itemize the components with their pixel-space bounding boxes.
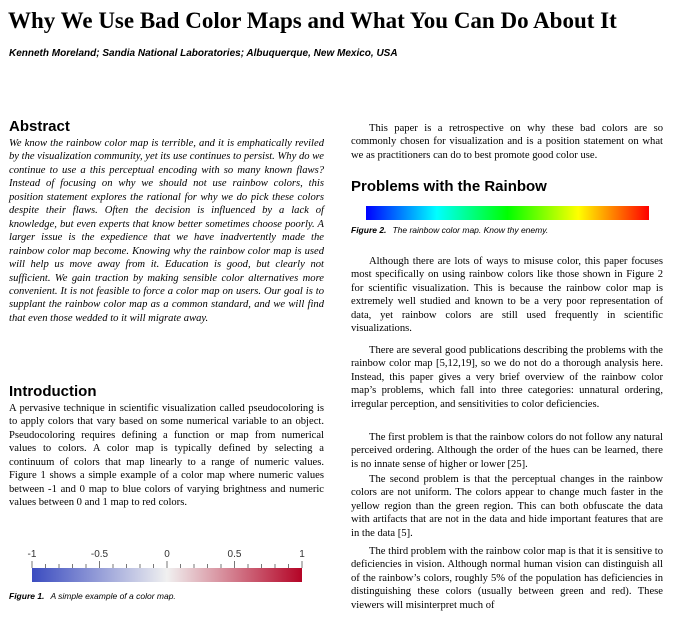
problems-paragraph-1: Although there are lots of ways to misuse color, this paper focuses most specifically on using rainbow colors like those shown in Figure 2 for scientific visualization. This is because the rainbow color map is extremely well studied and known to be a very poor representation of data, yet rainbow colors are still used frequently in scientific visualizations. — [351, 256, 663, 335]
figure-1-caption — [9, 591, 176, 602]
figure-2-caption-text: The rainbow color map. Know thy enemy. — [392, 225, 549, 235]
problems-heading: Problems with the Rainbow — [351, 178, 547, 195]
figure-1-tick-label: 1 — [299, 549, 305, 560]
introduction-heading: Introduction — [9, 383, 97, 400]
paper-authors: Kenneth Moreland; Sandia National Laboratories; Albuquerque, New Mexico, USA — [9, 48, 398, 59]
figure-1-label: Figure 1. — [9, 591, 45, 601]
abstract-text: We know the rainbow color map is terrible, and it is emphatically reviled by the visualization community, yet its use continues to persist. Why do we continue to use a this perceptual encoding with so many known flaws? Instead of focusing on why we should not use rainbow colors, this position statement explores the rational for why we do pick these colors despite their flaws. Often the decision is influenced by a lack of knowledge, but even experts that know better sometimes choose poorly. A larger issue is the expedience that we have inadvertently made the rainbow color map become. Knowing why the rainbow color map is used will help us move away from it. Education is good, but clearly not sufficient. We gain traction by making sensible color alternatives more convenient. It is not feasible to force a color map on users. Our goal is to supplant the rainbow color map as a common standard, and we will find that even those wedded to it will migrate away. — [9, 138, 324, 324]
problems-paragraph-4: The second problem is that the perceptual changes in the rainbow colors are not uniform. The colors appear to change much faster in the yellow region than the green region. This can both obfuscate the data with artifacts that are not in the data and hide important features that are in the data [5]. — [351, 474, 663, 539]
introduction-text: A pervasive technique in scientific visualization called pseudocoloring is to apply colors that vary based on some numerical variable to an object. Pseudocoloring requires defining a function or map from numerical values to colors. A color map is typically defined by selecting a continuum of colors that map linearly to a range of numeric values. Figure 1 shows a simple example of a color map where numeric values between -1 and 0 map to blue colors of varying brightness and numeric values between 0 and 1 map to red colors. — [9, 403, 324, 509]
problems-paragraph-3: The first problem is that the rainbow colors do not follow any natural perceived ordering. Although the order of the hues can be learned, there is no innate sense of higher or lower [25]. — [351, 432, 663, 470]
figure-2-colorbar — [366, 206, 649, 220]
figure-2-label: Figure 2. — [351, 225, 387, 235]
paper-title: Why We Use Bad Color Maps and What You Can Do About It — [8, 8, 617, 33]
figure-1-colorbar — [32, 568, 302, 582]
figure-1-tick-label: -0.5 — [90, 549, 109, 560]
figure-1-tick-label: -1 — [27, 549, 37, 560]
figure-1-caption-text: A simple example of a color map. — [50, 591, 176, 601]
abstract-heading: Abstract — [9, 118, 70, 135]
problems-paragraph-5: The third problem with the rainbow color map is that it is sensitive to deficiencies in vision. Although normal human vision can distinguish all of the rainbow’s colors, roughly 5% of the population has deficiencies in distinguishing these colors (usually between green and red). These viewers will misinterpret much of — [351, 546, 663, 611]
right-intro-paragraph: This paper is a retrospective on why these bad colors are so commonly chosen for visualization and is a position statement on what we as practitioners can do to best promote good color use. — [351, 123, 663, 161]
figure-1-tick-label: 0.5 — [227, 549, 242, 560]
problems-paragraph-2: There are several good publications describing the problems with the rainbow color map [5,12,19], so we do not do a thorough analysis here. Instead, this paper gives a very brief overview of the rainbow color map’s problems, which fall into three categories: unnatural ordering, irregular perception, and sensitivities to color deficiencies. — [351, 345, 663, 410]
figure-1-tick-label: 0 — [164, 549, 170, 560]
figure-2-caption — [351, 225, 548, 236]
